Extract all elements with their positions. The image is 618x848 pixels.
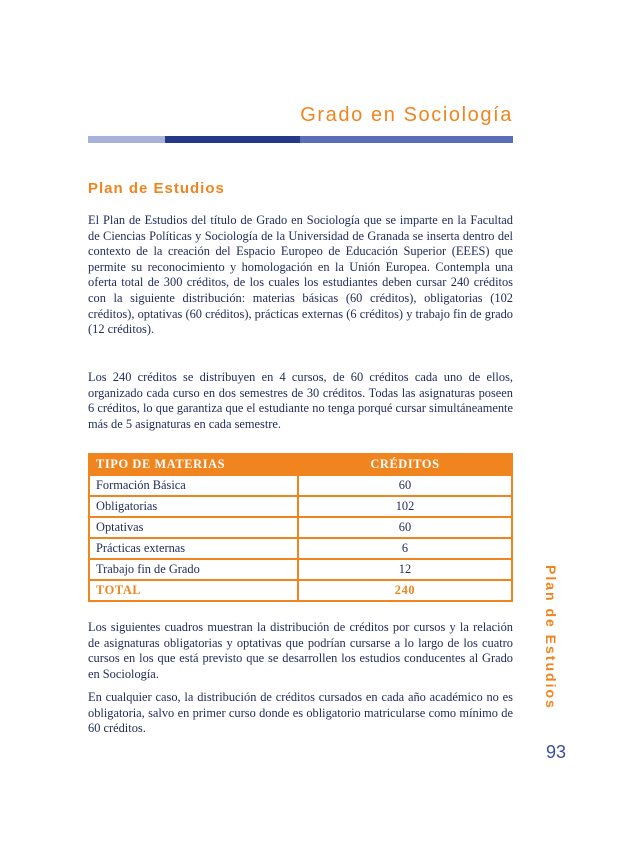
table-total-row [89,580,512,601]
header-bar-segment-light [88,136,165,143]
table-header-credits: CRÉDITOS [298,454,512,475]
table-row [89,517,512,538]
paragraph-tables-intro: Los siguientes cuadros muestran la distribución de créditos por cursos y la relación de asignaturas obligatorias y optativas que podrían cursarse a lo largo de los cuatro cursos en los que está previsto que se desarrollen los estudios conducentes al Grado en Sociología. [88,620,513,681]
paragraph-distribution: Los 240 créditos se distribuyen en 4 cursos, de 60 créditos cada uno de ellos, organizado cada curso en dos semestres de 30 créditos. Todas las asignaturas poseen 6 créditos, lo que garantiza que el estudiante no tenga porqué cursar simultáneamente más de 5 asignaturas en cada semestre. [88,370,513,431]
header-bar-segment-dark [165,136,300,143]
table-cell-credits: 12 [298,559,512,580]
header-bar-segment-mid [300,136,513,143]
table-cell-credits: 102 [298,496,512,517]
page-number: 93 [546,742,567,762]
paragraph-first-year-note: En cualquier caso, la distribución de créditos cursados en cada año académico no es obligatoria, salvo en primer curso donde es obligatorio matricularse como mínimo de 60 créditos. [88,690,513,736]
table-total-credits: 240 [298,580,512,601]
table-cell-type: Optativas [89,517,298,538]
table-cell-type: Formación Básica [89,475,298,496]
header-decorative-bar [88,136,513,143]
paragraph-intro: El Plan de Estudios del título de Grado en Sociología que se imparte en la Facultad de Ciencias Políticas y Sociología de la Universidad de Granada se inserta dentro del contexto de la creación del Espacio Europeo de Educación Superior (EEES) que permite su reconocimiento y homologación en la Unión Europea. Contempla una oferta total de 300 créditos, de los cuales los estudiantes deben cursar 240 créditos con la siguiente distribución: materias básicas (60 créditos), obligatorias (102 créditos), optativas (60 créditos), prácticas externas (6 créditos) y trabajo fin de grado (12 créditos). [88,213,513,337]
table-row [89,538,512,559]
table-cell-type: Obligatorias [89,496,298,517]
section-heading: Plan de Estudios [88,180,225,197]
table-cell-credits: 60 [298,475,512,496]
page-title: Grado en Sociología [300,104,513,126]
table-row [89,559,512,580]
table-cell-type: Trabajo fin de Grado [89,559,298,580]
table-cell-type: Prácticas externas [89,538,298,559]
side-section-label: Plan de Estudios [543,565,559,710]
table-cell-credits: 6 [298,538,512,559]
table-header-type: TIPO DE MATERIAS [89,454,298,475]
table-total-label: TOTAL [89,580,298,601]
credits-table [88,453,513,602]
table-cell-credits: 60 [298,517,512,538]
table-row [89,496,512,517]
table-row [89,475,512,496]
table-header-row [89,454,512,475]
